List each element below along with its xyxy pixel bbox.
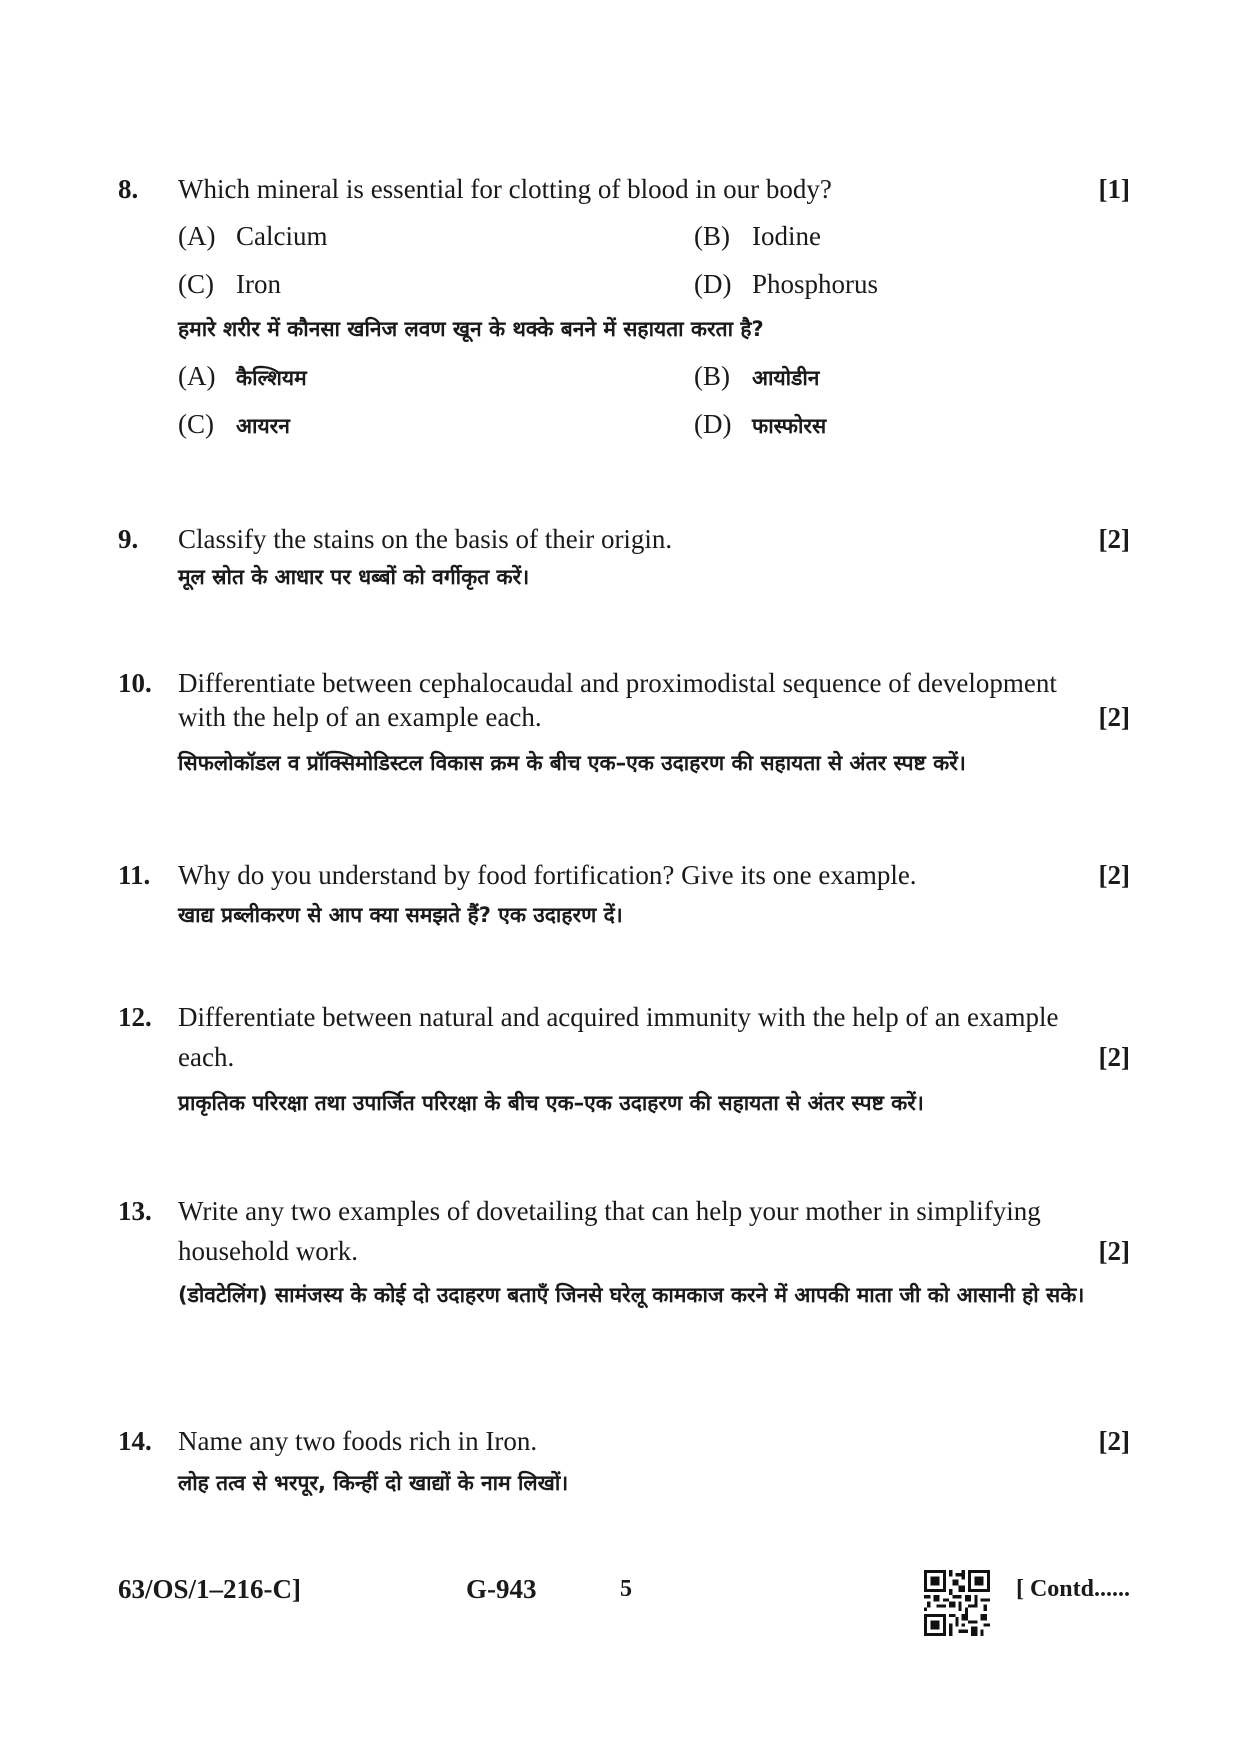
marks: [2] (1098, 1236, 1130, 1266)
question-number: 9. (118, 524, 139, 554)
continued-label: [ Contd...... (1015, 1576, 1130, 1602)
question-8 (118, 172, 1130, 448)
options-en-row-2 (178, 260, 1130, 308)
marks: [2] (1098, 524, 1130, 554)
page-footer (118, 1570, 1130, 1614)
question-text-en: Classify the stains on the basis of their origin. (178, 524, 673, 554)
marks: [2] (1098, 860, 1130, 890)
question-text-en-line-1: Differentiate between natural and acquired immunity with the help of an example (178, 1002, 1059, 1032)
option-b-en: (B) Iodine (694, 221, 821, 251)
question-9 (118, 522, 1130, 594)
question-10 (118, 666, 1130, 780)
question-text-hi: लोह तत्व से भरपूर, किन्हीं दो खाद्यों के नाम लिखों। (178, 1471, 569, 1495)
page-number: 5 (620, 1576, 632, 1602)
question-text-en-line-1: Differentiate between cephalocaudal and proximodistal sequence of development (178, 668, 1057, 698)
question-text-hi: मूल स्रोत के आधार पर धब्बों को वर्गीकृत करें। (178, 565, 530, 589)
question-12 (118, 1000, 1130, 1120)
question-text-en-line-2: household work. [2] (178, 1236, 1130, 1266)
question-text-hi: (डोवटेलिंग) सामंजस्य के कोई दो उदाहरण बताएँ जिनसे घरेलू कामकाज करने में आपकी माता जी को आसानी हो सके। (178, 1283, 1085, 1307)
question-number: 12. (118, 1002, 152, 1032)
options-hi-row-2 (178, 400, 1130, 448)
question-number: 13. (118, 1196, 152, 1226)
question-text-en: Name any two foods rich in Iron. (178, 1426, 538, 1456)
option-d-en: (D) Phosphorus (694, 269, 879, 299)
question-text-en-line-1: Write any two examples of dovetailing that can help your mother in simplifying (178, 1196, 1041, 1226)
option-d-hi: (D) फास्फोरस (694, 409, 827, 439)
question-text-en-line-2: each. [2] (178, 1042, 1130, 1072)
series-code: G-943 (466, 1574, 537, 1604)
paper-code: 63/OS/1–216-C] (118, 1574, 302, 1604)
question-11 (118, 858, 1130, 932)
question-text-hi: खाद्य प्रब्लीकरण से आप क्या समझते हैं? एक उदाहरण दें। (178, 903, 623, 927)
question-number: 11. (118, 860, 151, 890)
option-c-hi: (C) आयरन (178, 409, 290, 439)
question-number: 8. (118, 174, 139, 204)
option-a-hi: (A) कैल्शियम (178, 361, 307, 391)
question-13 (118, 1194, 1130, 1312)
options-en-row-1 (178, 212, 1130, 260)
marks: [2] (1098, 1426, 1130, 1456)
question-text-en: Which mineral is essential for clotting of blood in our body? (178, 174, 832, 204)
marks: [1] (1098, 174, 1130, 204)
question-text-hi: हमारे शरीर में कौनसा खनिज लवण खून के थक्के बनने में सहायता करता है? (178, 317, 764, 341)
qr-code-icon (924, 1570, 990, 1636)
question-number: 14. (118, 1426, 152, 1456)
options-hi-row-1 (178, 352, 1130, 400)
marks: [2] (1098, 702, 1130, 732)
marks: [2] (1098, 1042, 1130, 1072)
question-text-hi: प्राकृतिक परिरक्षा तथा उपार्जित परिरक्षा के बीच एक–एक उदाहरण की सहायता से अंतर स्पष्ट करें। (178, 1091, 924, 1115)
question-number: 10. (118, 668, 152, 698)
question-14 (118, 1424, 1130, 1500)
option-c-en: (C) Iron (178, 269, 281, 299)
option-a-en: (A) Calcium (178, 221, 328, 251)
question-text-en-line-2: with the help of an example each. [2] (178, 702, 1130, 732)
option-b-hi: (B) आयोडीन (694, 361, 820, 391)
question-text-hi: सिफलोकॉडल व प्रॉक्सिमोडिस्टल विकास क्रम के बीच एक–एक उदाहरण की सहायता से अंतर स्पष्ट करें। (178, 751, 966, 775)
question-text-en: Why do you understand by food fortification? Give its one example. (178, 860, 917, 890)
